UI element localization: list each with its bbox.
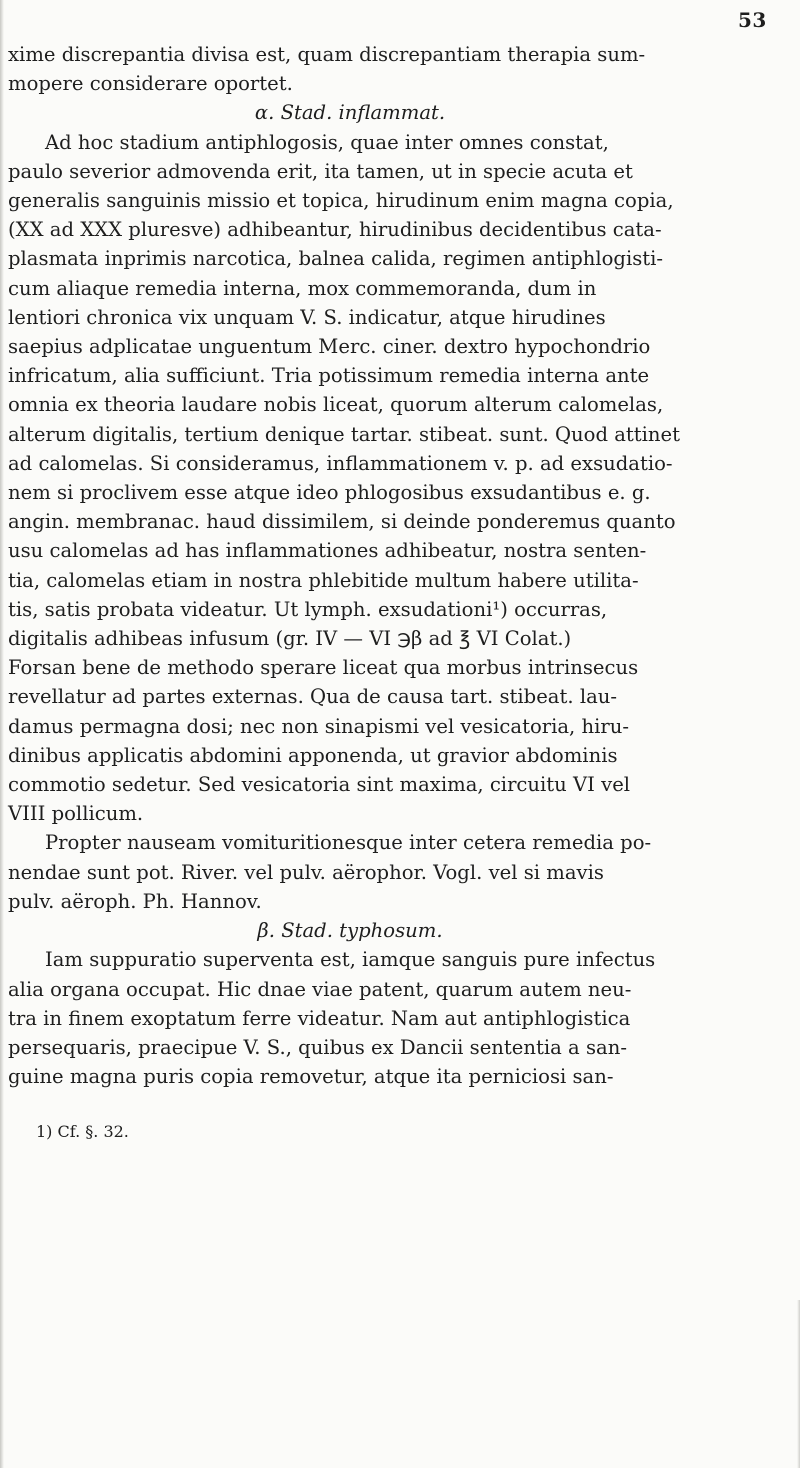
text-line: dinibus applicatis abdomini apponenda, ut gravior abdominis (8, 743, 618, 767)
text-line: ad calomelas. Si consideramus, inflammationem v. p. ad exsudatio- (8, 451, 673, 475)
text-line: saepius adplicatae unguentum Merc. ciner. dextro hypochondrio (8, 335, 651, 359)
paragraph-start: Iam suppuratio superventa est, iamque sanguis pure infectus (45, 948, 656, 972)
text-line: mopere considerare oportet. (8, 72, 293, 96)
text-line: damus permagna dosi; nec non sinapismi vel vesicatoria, hiru- (8, 714, 630, 738)
text-line: angin. membranac. haud dissimilem, si deinde ponderemus quanto (8, 510, 676, 534)
text-line: alia organa occupat. Hic dnae viae patent, quarum autem neu- (8, 977, 632, 1001)
text-line: commotio sedetur. Sed vesicatoria sint maxima, circuitu VI vel (8, 773, 631, 797)
text-line: xime discrepantia divisa est, quam discrepantiam therapia sum- (8, 43, 646, 66)
text-line: pulv. aëroph. Ph. Hannov. (8, 889, 262, 913)
text-line: tis, satis probata videatur. Ut lymph. exsudationi¹) occurras, (8, 597, 608, 621)
text-line: digitalis adhibeas infusum (gr. IV — VI ℈β ad ℥ VI Colat.) (8, 627, 572, 651)
section-heading-alpha: α. Stad. inflammat. (254, 101, 446, 125)
footnote-gap (0, 1091, 790, 1121)
text-line: tia, calomelas etiam in nostra phlebitide multum habere utilita- (8, 568, 639, 592)
text-line: cum aliaque remedia interna, mox commemoranda, dum in (8, 276, 597, 300)
text-line: infricatum, alia sufficiunt. Tria potissimum remedia interna ante (8, 364, 650, 388)
text-line: usu calomelas ad has inflammationes adhibeatur, nostra senten- (8, 539, 647, 563)
text-line: revellatur ad partes externas. Qua de causa tart. stibeat. lau- (8, 685, 618, 709)
text-line: plasmata inprimis narcotica, balnea calida, regimen antiphlogisti- (8, 247, 664, 271)
text-line: tra in finem exoptatum ferre videatur. Nam aut antiphlogistica (8, 1006, 631, 1030)
text-line: VIII pollicum. (8, 802, 144, 826)
text-line: generalis sanguinis missio et topica, hirudinum enim magna copia, (8, 189, 674, 213)
text-line: paulo severior admovenda erit, ita tamen, ut in specie acuta et (8, 159, 633, 183)
text-line: lentiori chronica vix unquam V. S. indicatur, atque hirudines (8, 305, 606, 329)
text-line: Forsan bene de methodo sperare liceat qua morbus intrinsecus (8, 656, 639, 680)
body-text (0, 40, 790, 1143)
text-line: nem si proclivem esse atque ideo phlogosibus exsudantibus e. g. (8, 481, 651, 505)
page-number: 53 (738, 8, 767, 32)
text-line: alterum digitalis, tertium denique tartar. stibeat. sunt. Quod attinet (8, 422, 680, 446)
section-heading-beta: β. Stad. typhosum. (257, 919, 443, 943)
paragraph-start: Propter nauseam vomituritionesque inter cetera remedia po- (45, 831, 652, 855)
text-line: persequaris, praecipue V. S., quibus ex Dancii sententia a san- (8, 1035, 627, 1059)
footnote: 1) Cf. §. 32. (36, 1122, 129, 1142)
text-line: nendae sunt pot. River. vel pulv. aërophor. Vogl. vel si mavis (8, 860, 604, 884)
text-line: guine magna puris copia removetur, atque ita perniciosi san- (8, 1065, 614, 1089)
text-line: omnia ex theoria laudare nobis liceat, quorum alterum calomelas, (8, 393, 664, 417)
paragraph-start: Ad hoc stadium antiphlogosis, quae inter omnes constat, (45, 130, 609, 154)
text-line: (XX ad XXX pluresve) adhibeantur, hirudinibus decidentibus cata- (8, 218, 662, 242)
